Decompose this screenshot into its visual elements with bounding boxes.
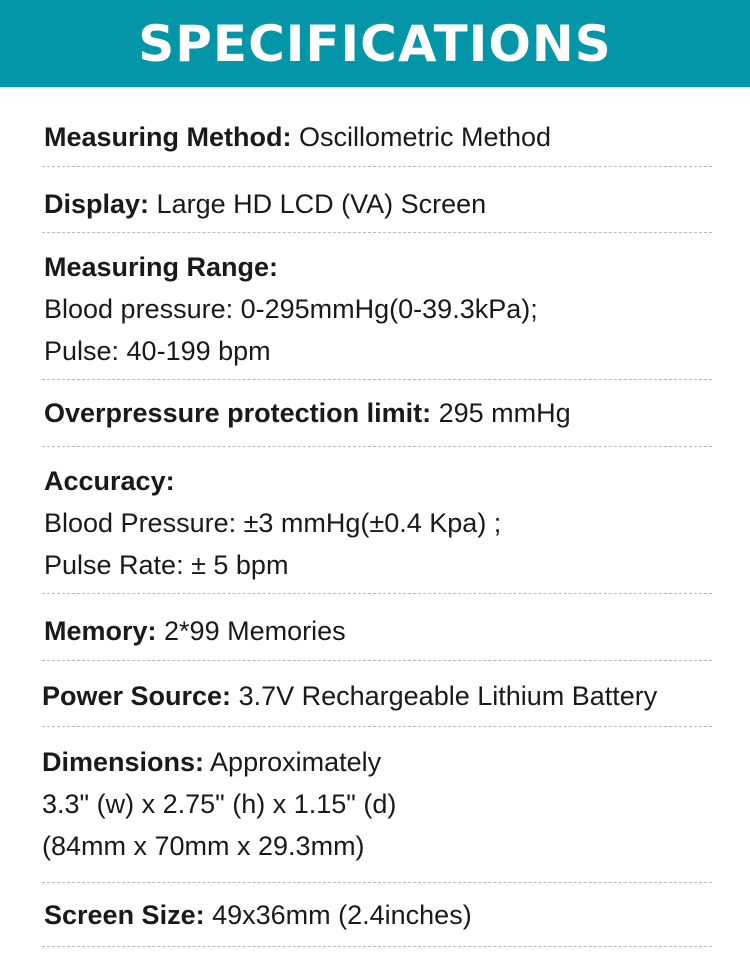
spec-accuracy xyxy=(44,460,714,586)
spec-display xyxy=(44,183,714,225)
spec-detail-line: Pulse: 40-199 bpm xyxy=(44,336,271,366)
divider xyxy=(42,660,712,661)
spec-label: Dimensions: xyxy=(42,747,205,777)
spec-measuring-range xyxy=(44,246,714,372)
divider xyxy=(42,379,712,380)
divider xyxy=(42,593,712,594)
spec-detail-line: Blood pressure: 0-295mmHg(0-39.3kPa); xyxy=(44,294,538,324)
divider xyxy=(42,946,712,947)
spec-label: Overpressure protection limit: xyxy=(44,398,432,428)
spec-dimensions xyxy=(42,741,714,867)
header-banner xyxy=(0,0,750,87)
spec-screen-size xyxy=(44,894,714,936)
divider xyxy=(42,446,712,447)
spec-value: 2*99 Memories xyxy=(156,616,346,646)
spec-label: Display: xyxy=(44,189,150,219)
spec-label: Measuring Range: xyxy=(44,252,279,282)
spec-memory xyxy=(44,610,714,652)
divider xyxy=(42,726,712,727)
spec-detail-line: 3.3" (w) x 2.75" (h) x 1.15" (d) xyxy=(42,789,397,819)
divider xyxy=(42,166,712,167)
spec-label: Measuring Method: xyxy=(44,122,292,152)
divider xyxy=(42,232,712,233)
spec-measuring-method xyxy=(44,116,714,158)
spec-label: Screen Size: xyxy=(44,900,205,930)
spec-label: Accuracy: xyxy=(44,466,175,496)
spec-value: 3.7V Rechargeable Lithium Battery xyxy=(231,681,658,711)
spec-label: Memory: xyxy=(44,616,157,646)
spec-value: 295 mmHg xyxy=(431,398,571,428)
spec-value: Oscillometric Method xyxy=(291,122,552,152)
spec-detail-line: (84mm x 70mm x 29.3mm) xyxy=(42,831,365,861)
spec-power-source xyxy=(42,675,730,717)
spec-overpressure-limit xyxy=(44,392,714,434)
page-title: SPECIFICATIONS xyxy=(138,14,612,73)
spec-detail-line: Pulse Rate: ± 5 bpm xyxy=(44,550,289,580)
spec-value: Large HD LCD (VA) Screen xyxy=(149,189,487,219)
spec-value: Approximately xyxy=(204,747,382,777)
spec-label: Power Source: xyxy=(42,681,232,711)
spec-value: 49x36mm (2.4inches) xyxy=(204,900,472,930)
spec-detail-line: Blood Pressure: ±3 mmHg(±0.4 Kpa) ; xyxy=(44,508,502,538)
divider xyxy=(42,882,712,883)
